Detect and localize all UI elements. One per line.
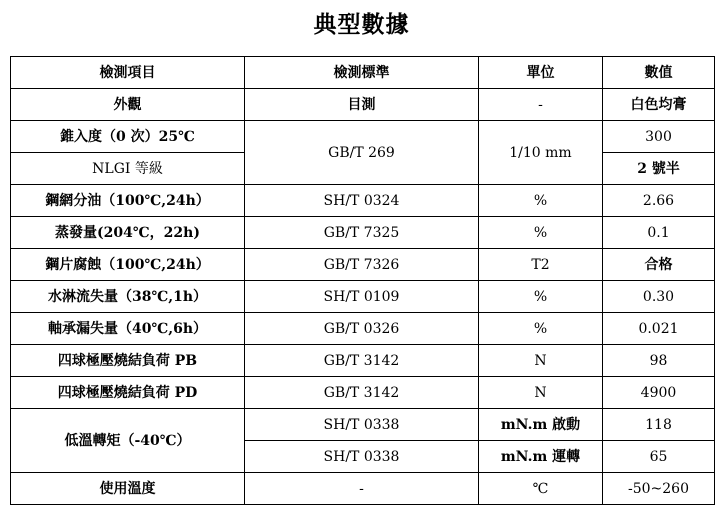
item-cell: NLGI 等級 (11, 153, 245, 185)
standard-cell: GB/T 0326 (245, 313, 479, 345)
header-unit: 單位 (479, 57, 603, 89)
table-row (11, 281, 715, 313)
unit-cell: N (479, 377, 603, 409)
standard-cell: GB/T 269 (245, 121, 479, 185)
unit-cell: % (479, 281, 603, 313)
table-row (11, 377, 715, 409)
value-cell: -50~260 (603, 473, 715, 505)
unit-cell: % (479, 313, 603, 345)
header-standard: 檢測標準 (245, 57, 479, 89)
value-cell: 合格 (603, 249, 715, 281)
unit-cell: N (479, 345, 603, 377)
value-cell: 白色均膏 (603, 89, 715, 121)
item-cell: 錐入度（0 次）25℃ (11, 121, 245, 153)
unit-cell: - (479, 89, 603, 121)
value-cell: 0.1 (603, 217, 715, 249)
value-cell: 0.30 (603, 281, 715, 313)
value-cell: 4900 (603, 377, 715, 409)
standard-cell: SH/T 0109 (245, 281, 479, 313)
table-row (11, 249, 715, 281)
unit-cell: 1/10 mm (479, 121, 603, 185)
value-cell: 98 (603, 345, 715, 377)
value-cell: 0.021 (603, 313, 715, 345)
item-cell: 四球極壓燒結負荷 PD (11, 377, 245, 409)
standard-cell: GB/T 3142 (245, 345, 479, 377)
unit-cell: mN.m 運轉 (479, 441, 603, 473)
standard-cell: SH/T 0324 (245, 185, 479, 217)
standard-cell: 目測 (245, 89, 479, 121)
standard-cell: GB/T 7325 (245, 217, 479, 249)
item-cell: 使用溫度 (11, 473, 245, 505)
page-title: 典型數據 (313, 11, 410, 38)
standard-cell: GB/T 3142 (245, 377, 479, 409)
value-cell: 118 (603, 409, 715, 441)
unit-cell: mN.m 啟動 (479, 409, 603, 441)
typical-data-table (10, 56, 715, 505)
header-value: 數值 (603, 57, 715, 89)
item-cell: 蒸發量(204℃，22h) (11, 217, 245, 249)
item-cell: 四球極壓燒結負荷 PB (11, 345, 245, 377)
value-cell: 300 (603, 121, 715, 153)
table-row (11, 473, 715, 505)
value-cell: 65 (603, 441, 715, 473)
value-cell: 2 號半 (603, 153, 715, 185)
standard-cell: SH/T 0338 (245, 441, 479, 473)
table-row (11, 89, 715, 121)
item-cell: 水淋流失量（38℃,1h） (11, 281, 245, 313)
standard-cell: SH/T 0338 (245, 409, 479, 441)
table-row (11, 313, 715, 345)
item-cell: 鋼網分油（100℃,24h） (11, 185, 245, 217)
table-row (11, 345, 715, 377)
unit-cell: T2 (479, 249, 603, 281)
standard-cell: GB/T 7326 (245, 249, 479, 281)
unit-cell: ℃ (479, 473, 603, 505)
table-row (11, 409, 715, 441)
header-item: 檢測項目 (11, 57, 245, 89)
value-cell: 2.66 (603, 185, 715, 217)
item-cell: 外觀 (11, 89, 245, 121)
unit-cell: % (479, 217, 603, 249)
table-row (11, 217, 715, 249)
item-cell: 鋼片腐蝕（100℃,24h） (11, 249, 245, 281)
standard-cell: - (245, 473, 479, 505)
item-cell: 低溫轉矩（-40℃） (11, 409, 245, 473)
unit-cell: % (479, 185, 603, 217)
table-row (11, 121, 715, 153)
table-row (11, 185, 715, 217)
table-header-row (11, 57, 715, 89)
item-cell: 軸承漏失量（40℃,6h） (11, 313, 245, 345)
